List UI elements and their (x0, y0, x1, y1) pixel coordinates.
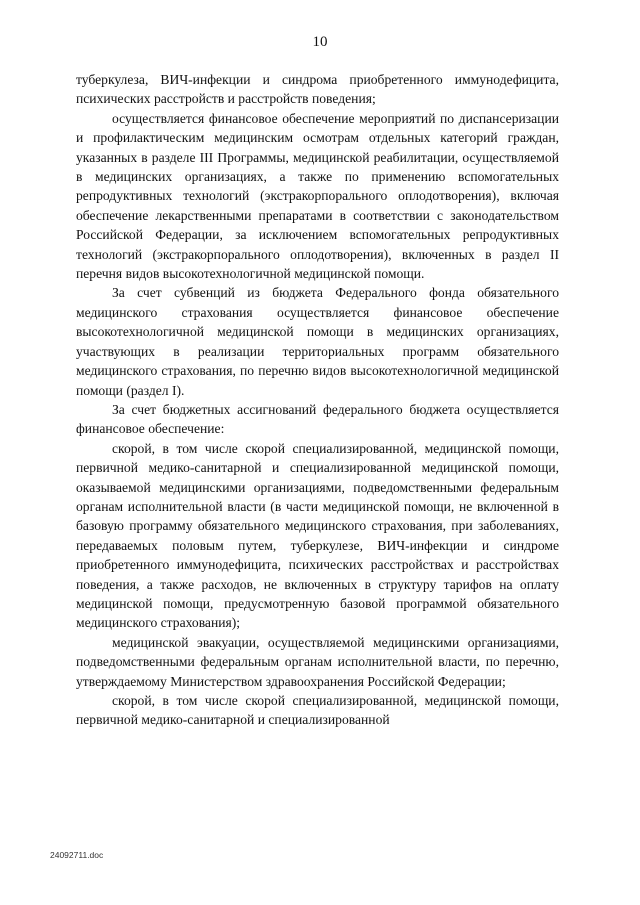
document-body (76, 70, 559, 730)
file-reference: 24092711.doc (50, 850, 104, 860)
paragraph: За счет бюджетных ассигнований федерального бюджета осуществляется финансовое обеспечение: (76, 401, 559, 437)
paragraph: осуществляется финансовое обеспечение мероприятий по диспансеризации и профилактическим медицинским осмотрам отдельных категорий граждан, указанных в разделе III Программы, медицинской реабилитации, осуществляемой в медицинских организациях, а также по применению вспомогательных репродуктивных технологий (экстракорпорального оплодотворения), включая обеспечение лекарственными препаратами в соответствии с законодательством Российской Федерации, за исключением вспомогательных репродуктивных технологий (экстракорпорального оплодотворения), включенных в раздел II перечня видов высокотехнологичной медицинской помощи. (76, 110, 559, 282)
paragraph: скорой, в том числе скорой специализированной, медицинской помощи, первичной медико-санитарной и специализированной (76, 693, 559, 728)
page-number: 10 (312, 34, 328, 50)
paragraph: скорой, в том числе скорой специализированной, медицинской помощи, первичной медико-санитарной и специализированной медицинской помощи, оказываемой медицинскими организациями, подведомственными федеральным органам исполнительной власти (в части медицинской помощи, не включенной в базовую программу обязательного медицинского страхования, при заболеваниях, передаваемых половым путем, туберкулезе, ВИЧ-инфекции и синдроме приобретенного иммунодефицита, психических расстройствах и расстройствах поведения, а также расходов, не включенных в структуру тарифов на оплату медицинской помощи, предусмотренную базовой программой обязательного медицинского страхования); (76, 440, 559, 631)
paragraph: За счет субвенций из бюджета Федерального фонда обязательного медицинского страхования осуществляется финансовое обеспечение высокотехнологичной медицинской помощи в медицинских организациях, участвующих в реализации территориальных программ обязательного медицинского страхования, по перечню видов высокотехнологичной медицинской помощи (раздел I). (76, 285, 559, 398)
paragraph-continuation: туберкулеза, ВИЧ-инфекции и синдрома приобретенного иммунодефицита, психических расстройств и расстройств поведения; (76, 72, 559, 107)
paragraph: медицинской эвакуации, осуществляемой медицинскими организациями, подведомственными федеральным органам исполнительной власти, по перечню, утверждаемому Министерством здравоохранения Российской Федерации; (76, 634, 559, 689)
